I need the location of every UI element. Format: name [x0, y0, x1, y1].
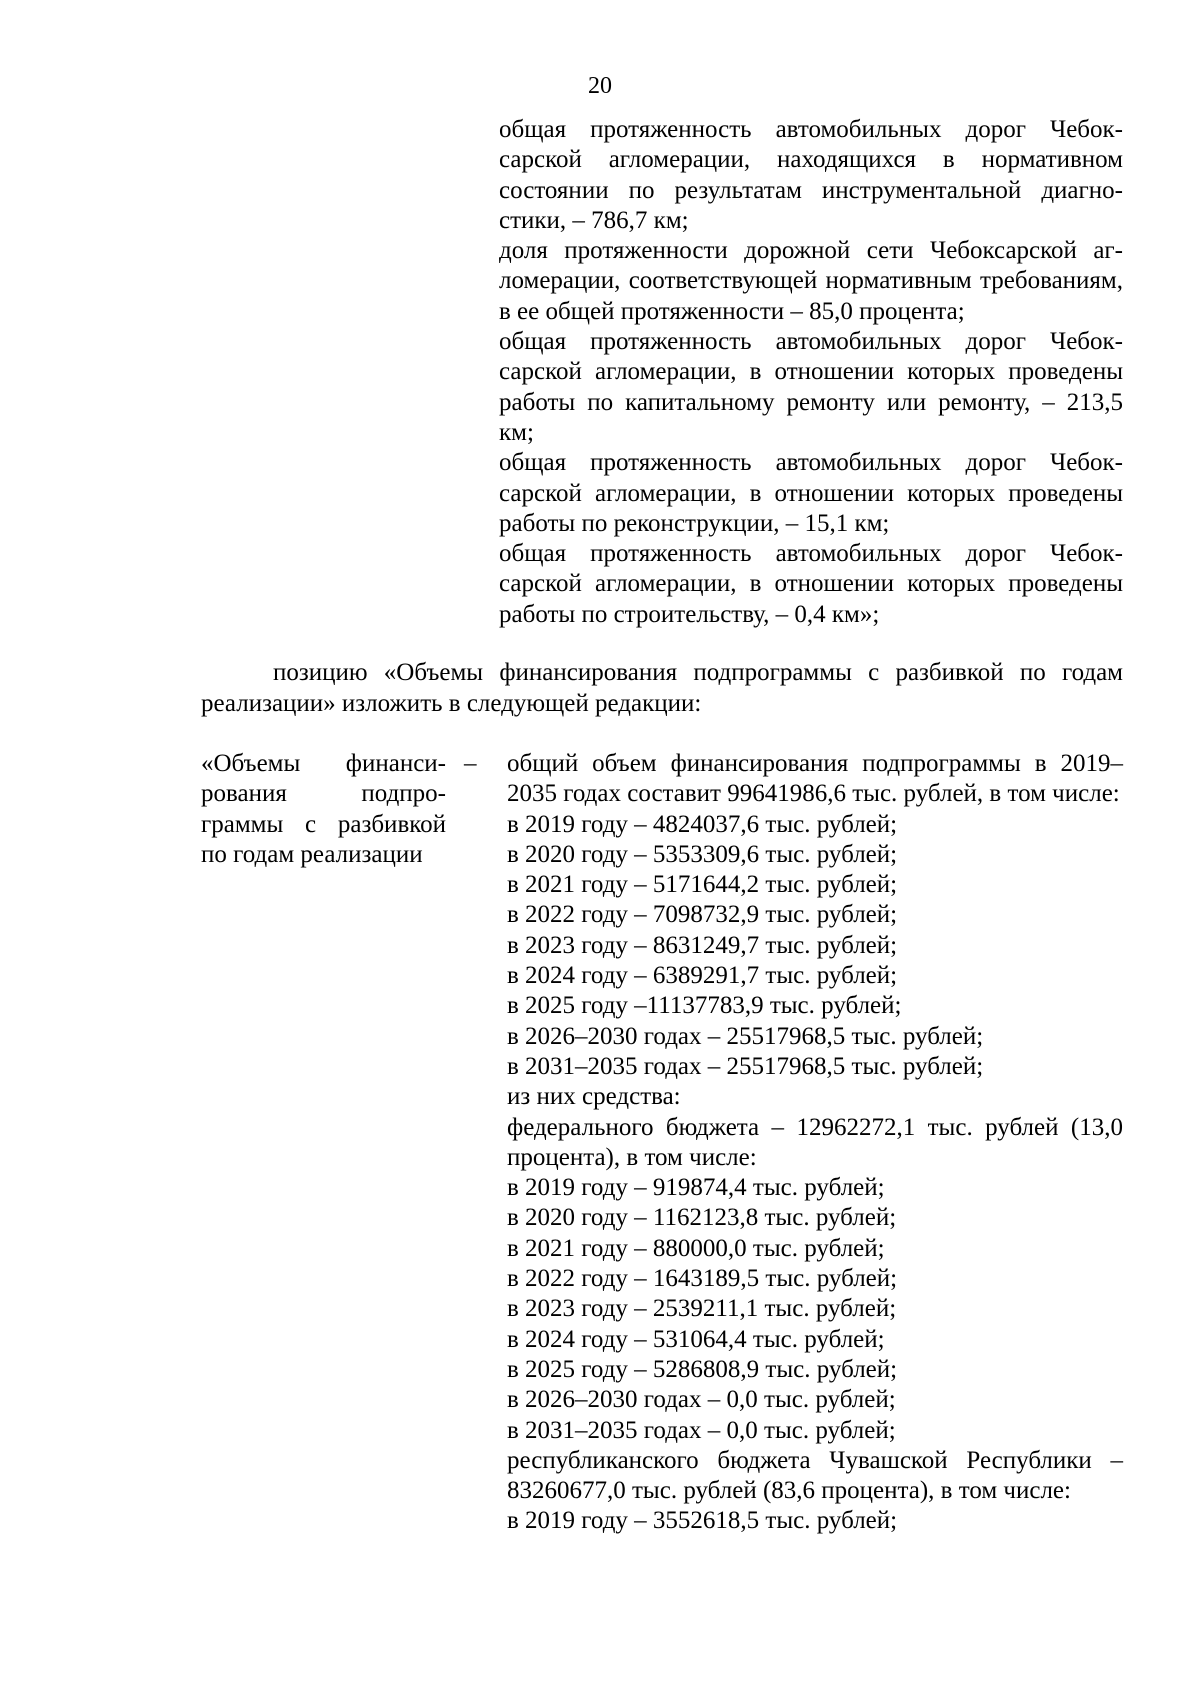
funding-line: в 2026–2030 годах – 0,0 тыс. рублей; — [507, 1386, 896, 1414]
funding-line: в 2024 году – 6389291,7 тыс. рублей; — [507, 962, 898, 990]
funding-line: федерального бюджета – 12962272,1 тыс. рублей (13,0 процента), в том числе: — [507, 1113, 1123, 1171]
funding-line: общий объем финансирования подпрограммы в 2019–2035 годах составит 99641986,6 тыс. рублей, в том числе: — [507, 750, 1123, 808]
funding-line: в 2023 году – 8631249,7 тыс. рублей; — [507, 931, 898, 959]
funding-line: в 2023 году – 2539211,1 тыс. рублей; — [507, 1295, 897, 1323]
funding-line: в 2021 году – 880000,0 тыс. рублей; — [507, 1234, 885, 1262]
funding-line: в 2021 году – 5171644,2 тыс. рублей; — [507, 871, 898, 899]
indicator-paragraph: общая протяженность автомобильных дорог Чебоксарской агломерации, в отношении которых проведены работы по капитальному ремонту или ремонту, – 213,5 км; — [499, 328, 1123, 446]
funding-line: в 2019 году – 3552618,5 тыс. рублей; — [507, 1507, 898, 1535]
intro-paragraph: позицию «Объемы финансирования подпрограммы с разбивкой по годам реализации» изложить в следующей редакции: — [201, 659, 1123, 717]
indicators-block — [499, 115, 1123, 630]
funding-line: в 2026–2030 годах – 25517968,5 тыс. рублей; — [507, 1022, 984, 1050]
funding-label: «Объемы финансирования подпрограммы с разбивкой по годам реализации — [201, 750, 446, 868]
funding-line: в 2022 году – 1643189,5 тыс. рублей; — [507, 1265, 898, 1293]
funding-line: в 2020 году – 5353309,6 тыс. рублей; — [507, 840, 898, 868]
funding-line: в 2024 году – 531064,4 тыс. рублей; — [507, 1325, 885, 1353]
funding-line: в 2031–2035 годах – 25517968,5 тыс. рублей; — [507, 1052, 984, 1080]
funding-line: в 2025 году –11137783,9 тыс. рублей; — [507, 992, 902, 1020]
funding-line: в 2019 году – 4824037,6 тыс. рублей; — [507, 810, 898, 838]
indicator-paragraph: общая протяженность автомобильных дорог Чебоксарской агломерации, находящихся в нормативном состоянии по результатам инструментальной диагностики, – 786,7 км; — [499, 116, 1123, 234]
indicator-paragraph: общая протяженность автомобильных дорог Чебоксарской агломерации, в отношении которых проведены работы по строительству, – 0,4 км»; — [499, 540, 1123, 628]
indicator-paragraph: доля протяженности дорожной сети Чебоксарской агломерации, соответствующей нормативным требованиям, в ее общей протяженности – 85,0 процента; — [499, 237, 1123, 325]
funding-line: в 2022 году – 7098732,9 тыс. рублей; — [507, 901, 898, 929]
funding-line: республиканского бюджета Чувашской Республики – 83260677,0 тыс. рублей (83,6 процента), в том числе: — [507, 1446, 1123, 1505]
funding-line: в 2025 году – 5286808,9 тыс. рублей; — [507, 1355, 898, 1383]
page-number: 20 — [588, 73, 612, 99]
funding-line: из них средства: — [507, 1083, 681, 1111]
funding-details — [507, 749, 1123, 1537]
separator-dash: – — [464, 750, 477, 777]
indicator-paragraph: общая протяженность автомобильных дорог Чебоксарской агломерации, в отношении которых проведены работы по реконструкции, – 15,1 км; — [499, 449, 1123, 537]
funding-line: в 2020 году – 1162123,8 тыс. рублей; — [507, 1204, 897, 1232]
funding-line: в 2031–2035 годах – 0,0 тыс. рублей; — [507, 1416, 896, 1444]
funding-line: в 2019 году – 919874,4 тыс. рублей; — [507, 1174, 885, 1202]
